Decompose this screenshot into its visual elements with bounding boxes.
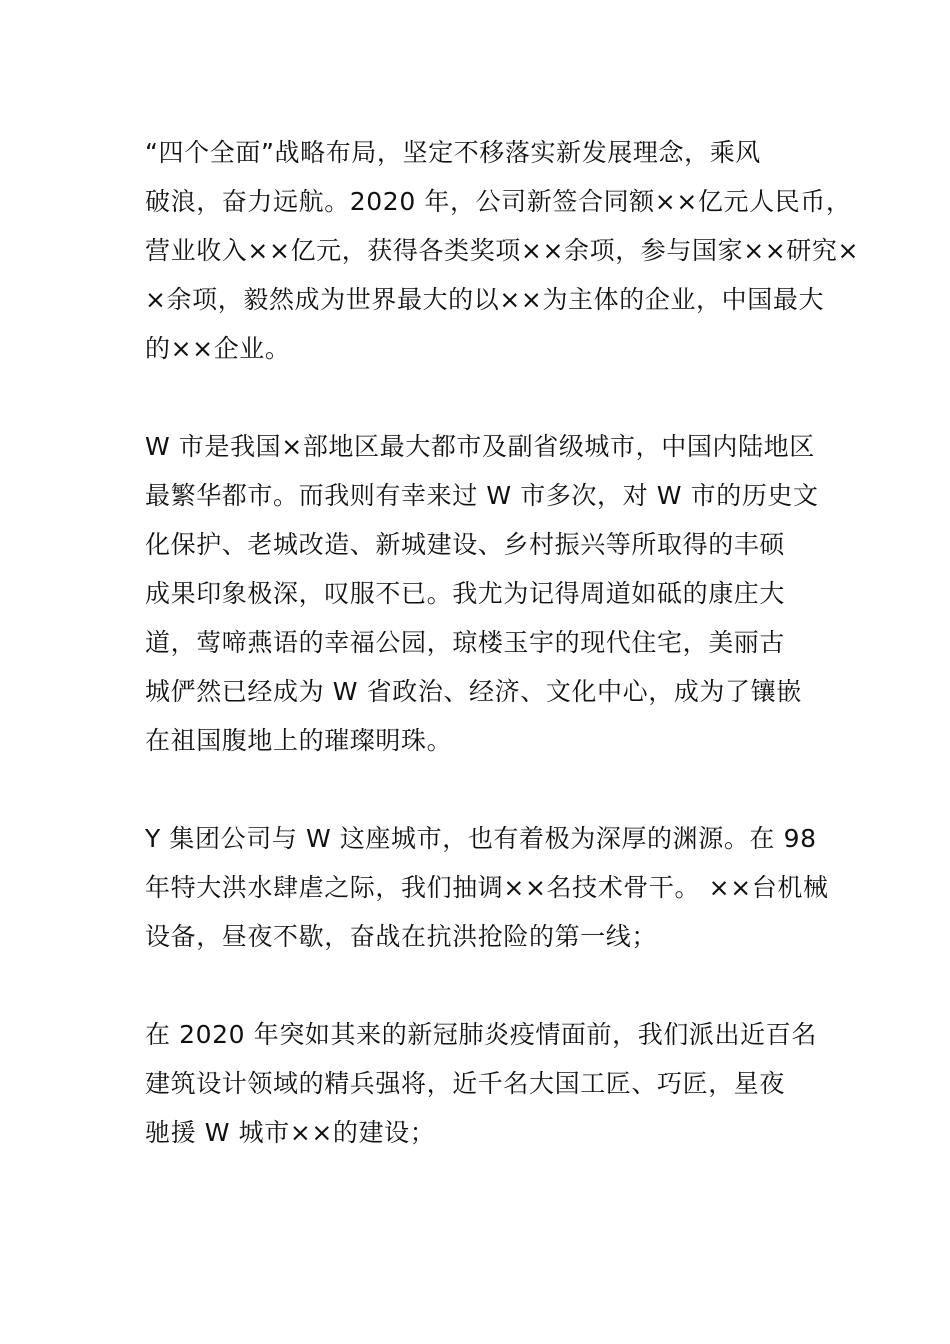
text-line: 的××企业。: [145, 334, 291, 363]
text-line: 在 2020 年突如其来的新冠肺炎疫情面前，我们派出近百名: [145, 1020, 817, 1049]
text-line: 破浪，奋力远航。2020 年，公司新签合同额××亿元人民币，: [145, 187, 852, 216]
text-line: 年特大洪水肆虐之际，我们抽调××名技术骨干。 ××台机械: [145, 873, 829, 902]
text-line: ×余项，毅然成为世界最大的以××为主体的企业，中国最大: [145, 285, 825, 314]
text-line: W 市是我国×部地区最大都市及副省级城市，中国内陆地区: [145, 432, 815, 461]
text-line: 城俨然已经成为 W 省政治、经济、文化中心，成为了镶嵌: [145, 677, 802, 706]
text-line: 在祖国腹地上的璀璨明珠。: [145, 726, 453, 755]
text-line: 建筑设计领域的精兵强将，近千名大国工匠、巧匠，星夜: [145, 1069, 786, 1098]
paragraph-spacer: [145, 765, 815, 814]
text-line: 道，莺啼燕语的幸福公园，琼楼玉宇的现代住宅，美丽古: [145, 628, 786, 657]
text-line: 最繁华都市。而我则有幸来过 W 市多次，对 W 市的历史文: [145, 481, 819, 510]
text-line: 成果印象极深，叹服不已。我尤为记得周道如砥的康庄大: [145, 579, 786, 608]
paragraph-2: [145, 422, 819, 765]
paragraph-3: [145, 814, 829, 961]
paragraph-spacer: [145, 373, 815, 422]
paragraph-spacer: [145, 961, 815, 1010]
text-line: Y 集团公司与 W 这座城市，也有着极为深厚的渊源。在 98: [145, 824, 817, 853]
document-body: [145, 128, 860, 1157]
text-line: 营业收入××亿元，获得各类奖项××余项，参与国家××研究×: [145, 236, 860, 265]
paragraph-1: [145, 128, 860, 373]
paragraph-4: [145, 1010, 815, 1157]
text-line: 设备，昼夜不歇，奋战在抗洪抢险的第一线；: [145, 922, 658, 951]
text-line: 化保护、老城改造、新城建设、乡村振兴等所取得的丰硕: [145, 530, 786, 559]
text-line: “四个全面”战略布局，坚定不移落实新发展理念，乘风: [145, 138, 761, 167]
text-line: 驰援 W 城市××的建设；: [145, 1118, 436, 1147]
